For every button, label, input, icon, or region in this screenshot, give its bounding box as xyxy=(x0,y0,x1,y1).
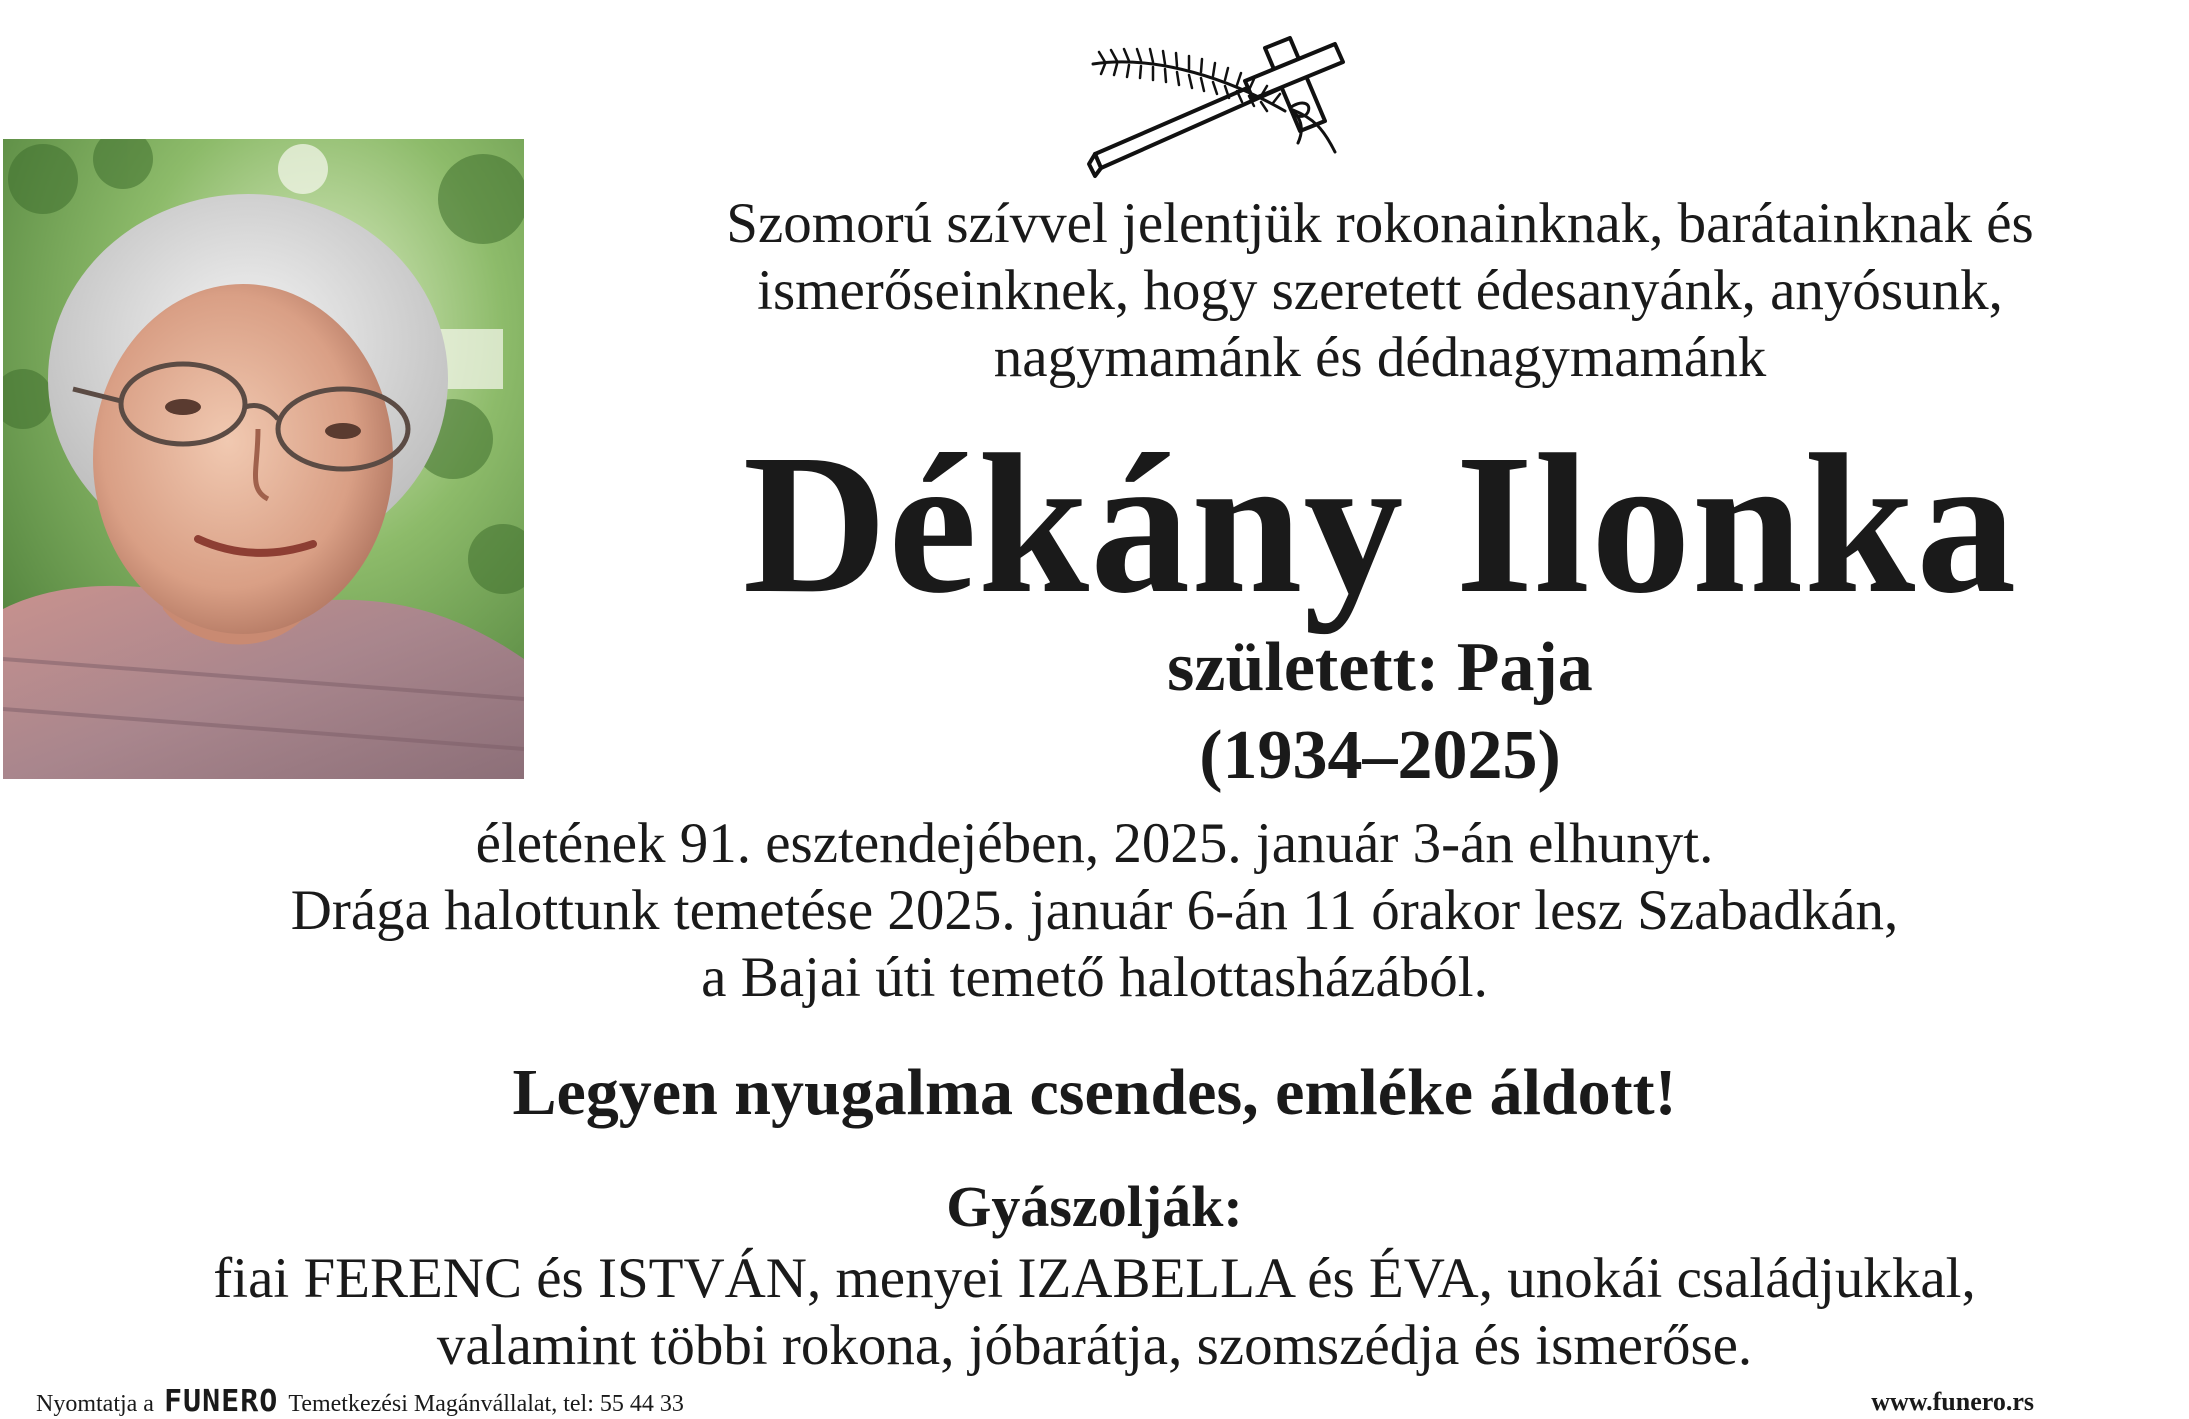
printed-by-text: Nyomtatja a xyxy=(36,1391,154,1417)
mourners-line: valamint többi rokona, jóbarátja, szomszédja és ismerőse. xyxy=(436,1314,1753,1377)
portrait-illustration xyxy=(3,139,524,779)
announcement-intro xyxy=(580,190,2180,391)
cross-with-palm-branch-icon xyxy=(1085,26,1355,181)
mourners-heading: Gyászolják: xyxy=(946,1174,1243,1239)
death-line: életének 91. esztendejében, 2025. január 3-án elhunyt. xyxy=(475,812,1714,875)
death-line: a Bajai úti temető halottasházából. xyxy=(701,946,1488,1009)
death-line: Drága halottunk temetése 2025. január 6-án 11 órakor lesz Szabadkán, xyxy=(290,879,1899,942)
maiden-name: született: Paja xyxy=(1167,629,1593,706)
mourners-list xyxy=(0,1245,2189,1379)
deceased-name: Dékány Ilonka xyxy=(742,414,2018,635)
intro-line: nagymamánk és dédnagymamánk xyxy=(993,326,1767,389)
funeral-details xyxy=(0,810,2189,1011)
portrait-photo xyxy=(3,139,524,779)
funero-logo: FUNERO xyxy=(163,1384,279,1419)
blessing-text: Legyen nyugalma csendes, emléke áldott! xyxy=(512,1056,1677,1129)
mourners-line: fiai FERENC és ISTVÁN, menyei IZABELLA és ÉVA, unokái családjukkal, xyxy=(213,1247,1976,1310)
intro-line: Szomorú szívvel jelentjük rokonainknak, barátainknak és xyxy=(726,192,2034,255)
website-link[interactable]: www.funero.rs xyxy=(1871,1387,2034,1416)
company-info: Temetkezési Magánvállalat, tel: 55 44 33 xyxy=(288,1391,684,1417)
printer-credit xyxy=(36,1384,684,1419)
life-years: (1934–2025) xyxy=(1199,717,1561,794)
intro-line: ismerőseinknek, hogy szeretett édesanyánk, anyósunk, xyxy=(757,259,2003,322)
